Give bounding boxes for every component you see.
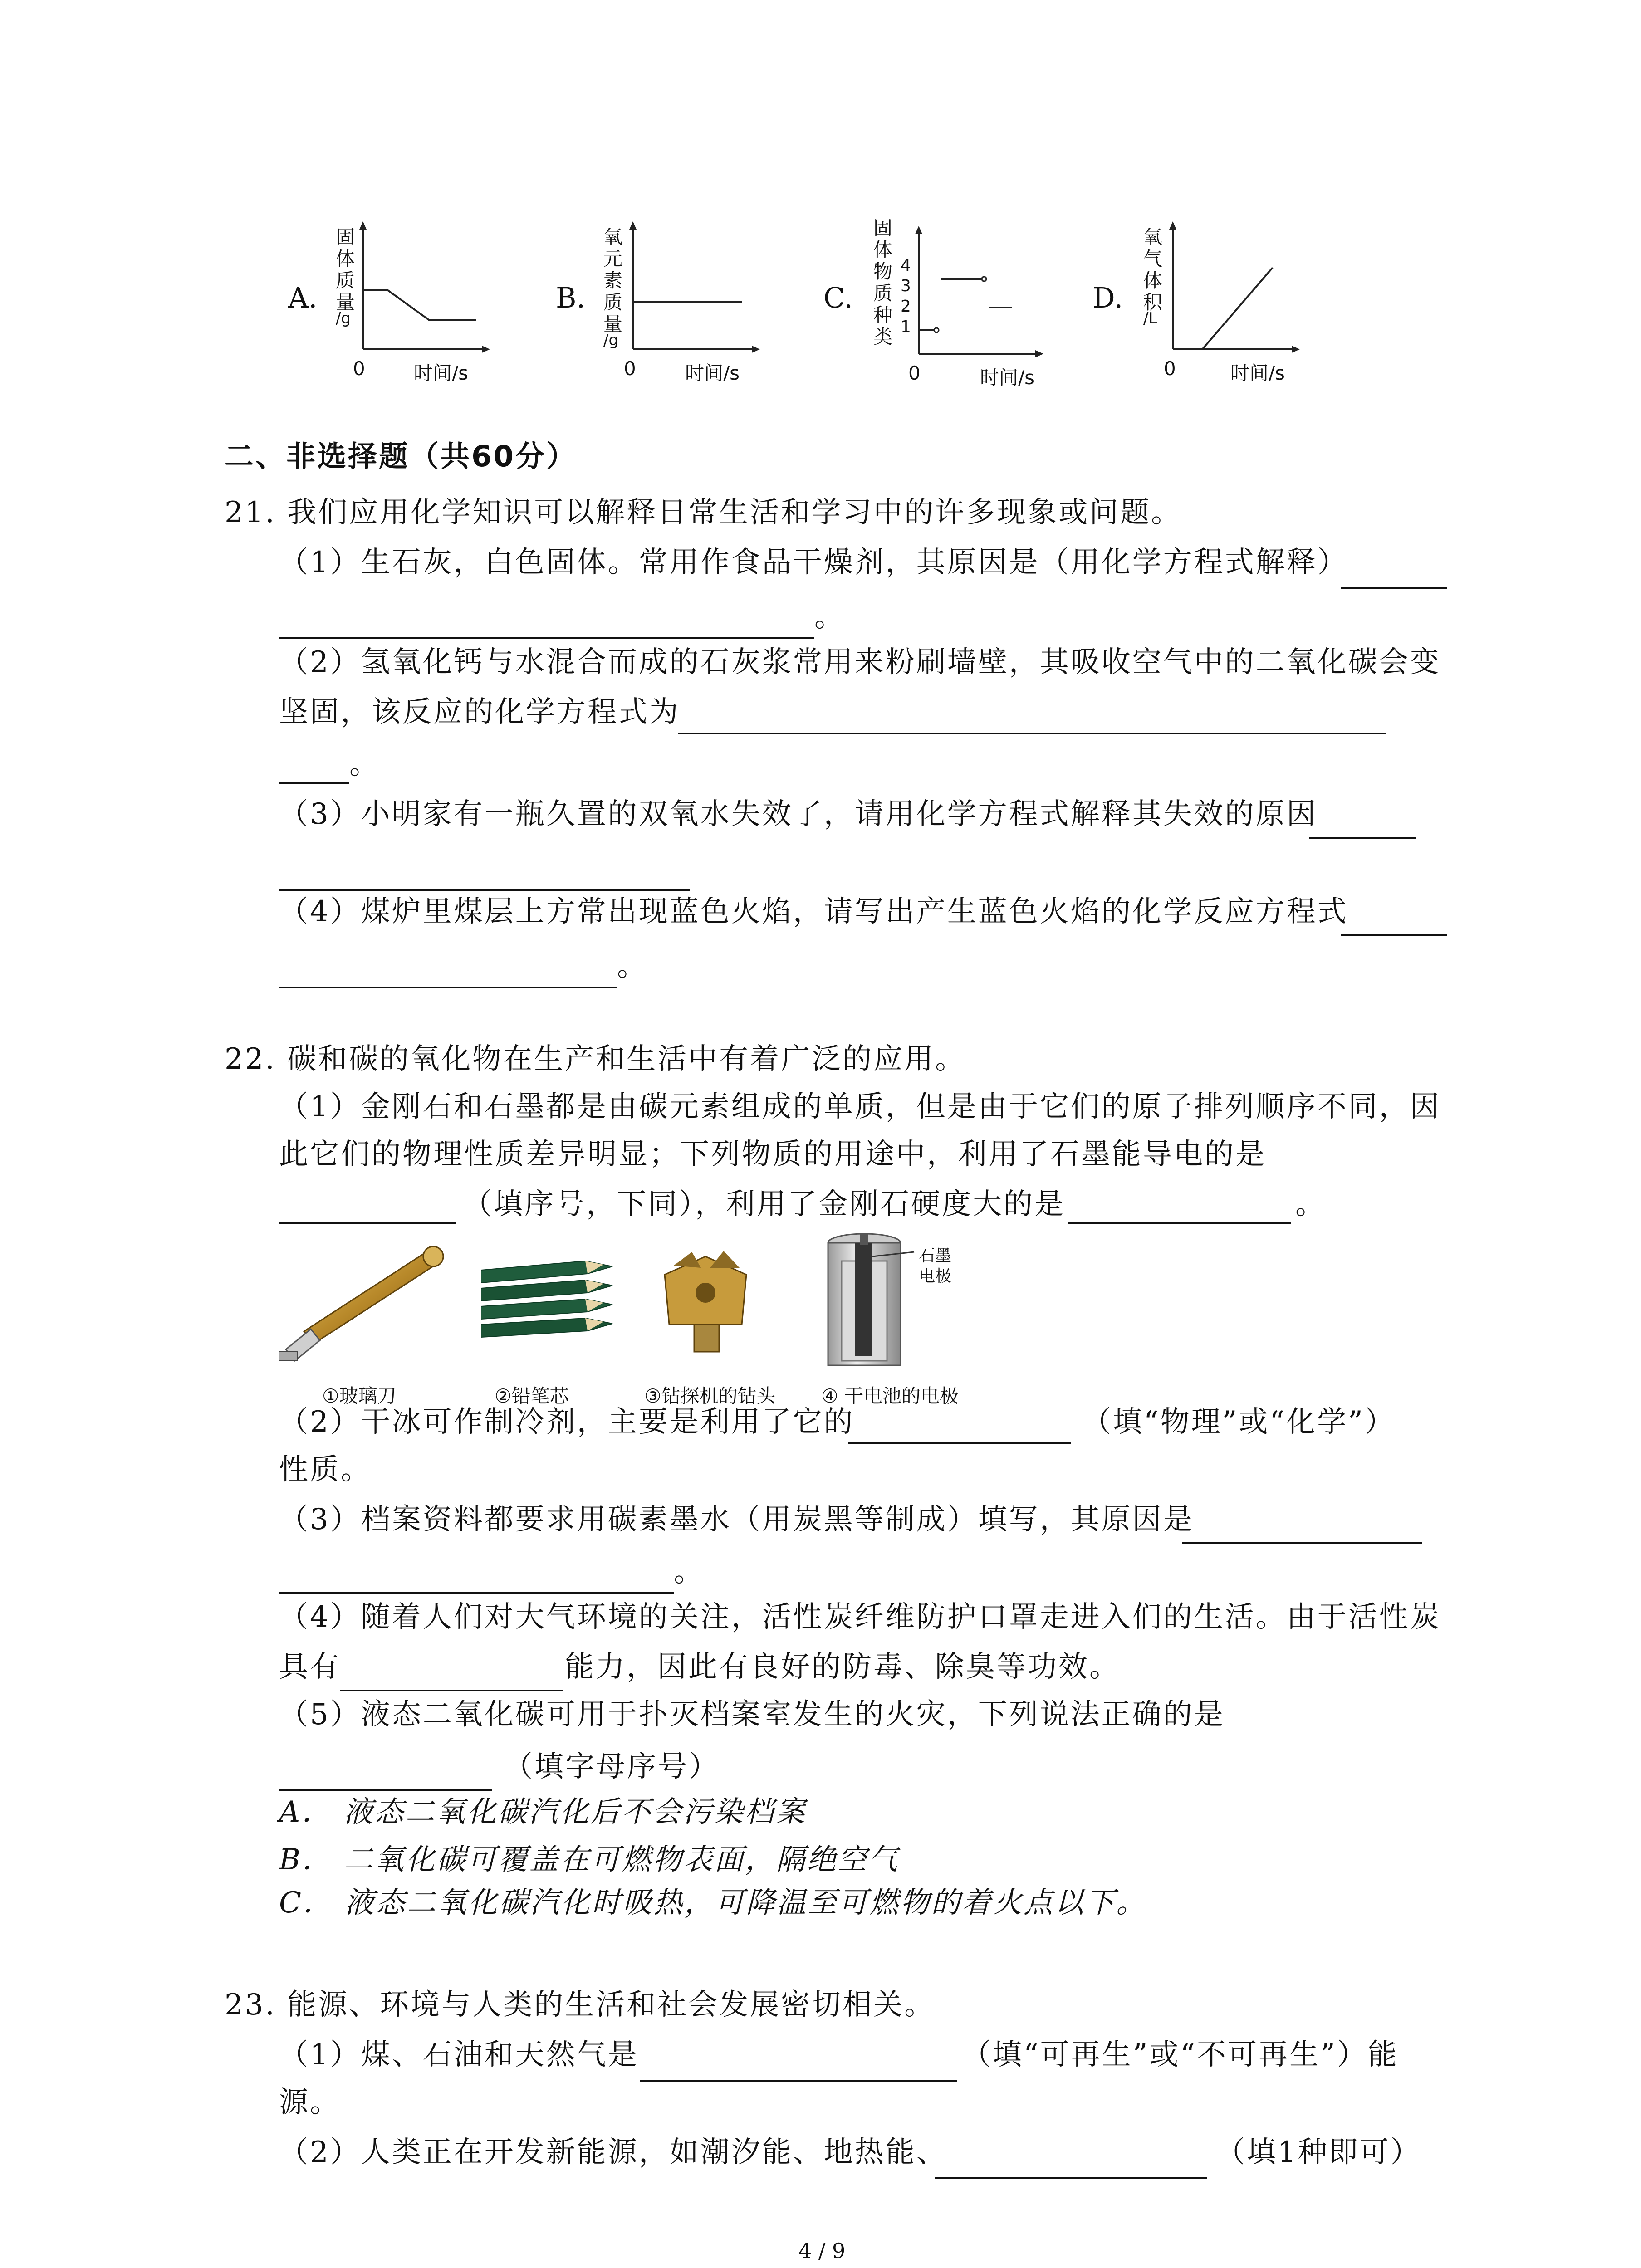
q22-part2-line2: 性质。 [279,1453,372,1486]
battery-label-line1: 石墨 [919,1246,952,1265]
q23-part2-hint: （填1种即可） [1216,2136,1421,2169]
q22-stem: 22. 碳和碳的氧化物在生产和生活中有着广泛的应用。 [225,1042,966,1076]
q22-images [272,1229,998,1411]
q22-answer4-blank[interactable] [340,1658,563,1691]
q22-option-c: C． 液态二氧化碳汽化时吸热，可降温至可燃物的着火点以下。 [279,1886,1147,1920]
battery-label-line2: 电极 [919,1267,952,1286]
q21-part2-line2: 坚固，该反应的化学方程式为 [279,695,680,729]
graph-d-origin: 0 [1164,357,1176,380]
q21-answer3-blank-b[interactable] [279,857,690,891]
q22-part1-line2: 此它们的物理性质差异明显；下列物质的用途中，利用了石墨能导电的是 [279,1138,1266,1171]
q21-part1-end: 。 [814,600,845,634]
q22-part1-line3: （填序号，下同），利用了金刚石硬度大的是 [463,1188,1065,1221]
q21-part4: （4）煤炉里煤层上方常出现蓝色火焰，请写出产生蓝色火焰的化学反应方程式 [279,895,1348,929]
pencil-leads-image [481,1256,622,1347]
caption-pencil-lead: ②铅笔芯 [495,1385,569,1407]
q21-answer4-blank-b[interactable] [279,955,617,988]
q22-answer3-blank-b[interactable] [279,1560,674,1594]
q22-part3: （3）档案资料都要求用碳素墨水（用炭黑等制成）填写，其原因是 [279,1503,1194,1536]
q23-part2: （2）人类正在开发新能源，如潮汐能、地热能、 [279,2136,947,2169]
caption-glass-cutter: ①玻璃刀 [322,1385,397,1407]
q22-part4-line2b: 能力，因此有良好的防毒、除臭等功效。 [565,1650,1120,1684]
option-c-letter: C. [823,281,853,314]
q23-answer1-blank[interactable] [640,2048,957,2082]
graph-options: A. 固 体 质 量 /g 0 时间/s B. 氧 元 素 质 量 /g 0 时间/s C. 固 体 物 质 种 类 4 3 2 1 0 时间/s D. 氧 气 体 积 /L 0 时间/s [0,213,1641,395]
q21-answer3-blank-a[interactable] [1309,805,1416,839]
section-heading: 二、非选择题（共60分） [225,440,578,474]
q22-part4-line1: （4）随着人们对大气环境的关注，活性炭纤维防护口罩走进入们的生活。由于活性炭 [279,1600,1441,1634]
q22-answer1-blank-b[interactable] [1068,1191,1291,1224]
option-a-letter: A. [288,281,318,314]
graph-c-origin: 0 [908,362,921,384]
q23-part1-line1a: （1）煤、石油和天然气是 [279,2038,639,2072]
page-number: 4 / 9 [798,2239,846,2263]
q22-part5: （5）液态二氧化碳可用于扑灭档案室发生的火灾，下列说法正确的是 [279,1698,1225,1731]
q21-part2-line1: （2）氢氧化钙与水混合而成的石灰浆常用来粉刷墙壁，其吸收空气中的二氧化碳会变 [279,645,1441,679]
graph-d [1164,218,1300,354]
q22-part5-hint: （填字母序号） [504,1750,720,1784]
q21-part4-end: 。 [617,949,648,983]
q22-answer2-blank[interactable] [848,1411,1071,1444]
q22-part1-end: 。 [1295,1188,1326,1221]
graph-a [354,218,490,354]
q22-option-b: B． 二氧化碳可覆盖在可燃物表面，隔绝空气 [279,1843,900,1877]
q22-option-a: A． 液态二氧化碳汽化后不会污染档案 [279,1795,807,1829]
q21-answer1-blank-b[interactable] [279,606,814,639]
caption-battery-electrode: ④ 干电池的电极 [821,1385,959,1407]
q21-part3: （3）小明家有一瓶久置的双氧水失效了，请用化学方程式解释其失效的原因 [279,797,1318,831]
q21-answer1-blank-a[interactable] [1341,556,1447,589]
q22-part1-line1: （1）金刚石和石墨都是由碳元素组成的单质，但是由于它们的原子排列顺序不同，因 [279,1090,1441,1124]
q22-answer3-blank-a[interactable] [1182,1510,1422,1544]
q21-stem: 21. 我们应用化学知识可以解释日常生活和学习中的许多现象或问题。 [225,496,1182,529]
q23-part1-line2: 源。 [279,2086,341,2119]
q22-part3-end: 。 [674,1555,705,1589]
q23-part1-line1b: （填“可再生”或“不可再生”）能 [962,2038,1399,2072]
caption-drill-bit: ③钻探机的钻头 [644,1385,776,1407]
graph-b-xlabel: 时间/s [685,362,740,384]
q21-answer2-blank-a[interactable] [678,701,1386,734]
graph-a-xlabel: 时间/s [414,362,469,384]
option-b-letter: B. [556,281,586,314]
graph-b-origin: 0 [624,357,636,380]
q22-part2-line1: （2）干冰可作制冷剂，主要是利用了它的 [279,1405,855,1439]
q21-answer4-blank-a[interactable] [1341,903,1447,936]
q21-answer2-blank-b[interactable] [279,751,349,784]
drill-bit-image [656,1247,755,1356]
q22-answer1-blank-a[interactable] [279,1191,456,1224]
option-d-letter: D. [1092,281,1123,314]
q22-answer5-blank[interactable] [279,1758,492,1791]
glass-cutter-image [277,1238,458,1365]
q22-part2-line1-end: （填“物理”或“化学”） [1082,1405,1396,1439]
graph-c [910,222,1046,358]
graph-b [624,218,760,354]
graph-d-xlabel: 时间/s [1230,362,1285,384]
q22-part4-line2a: 具有 [279,1650,341,1684]
q23-answer2-blank[interactable] [935,2146,1207,2179]
q23-stem: 23. 能源、环境与人类的生活和社会发展密切相关。 [225,1988,936,2022]
graph-c-xlabel: 时间/s [980,367,1035,389]
graph-a-origin: 0 [353,357,365,380]
q21-part1: （1）生石灰，白色固体。常用作食品干燥剂，其原因是（用化学方程式解释） [279,546,1348,579]
q21-part2-end: 。 [349,748,380,781]
